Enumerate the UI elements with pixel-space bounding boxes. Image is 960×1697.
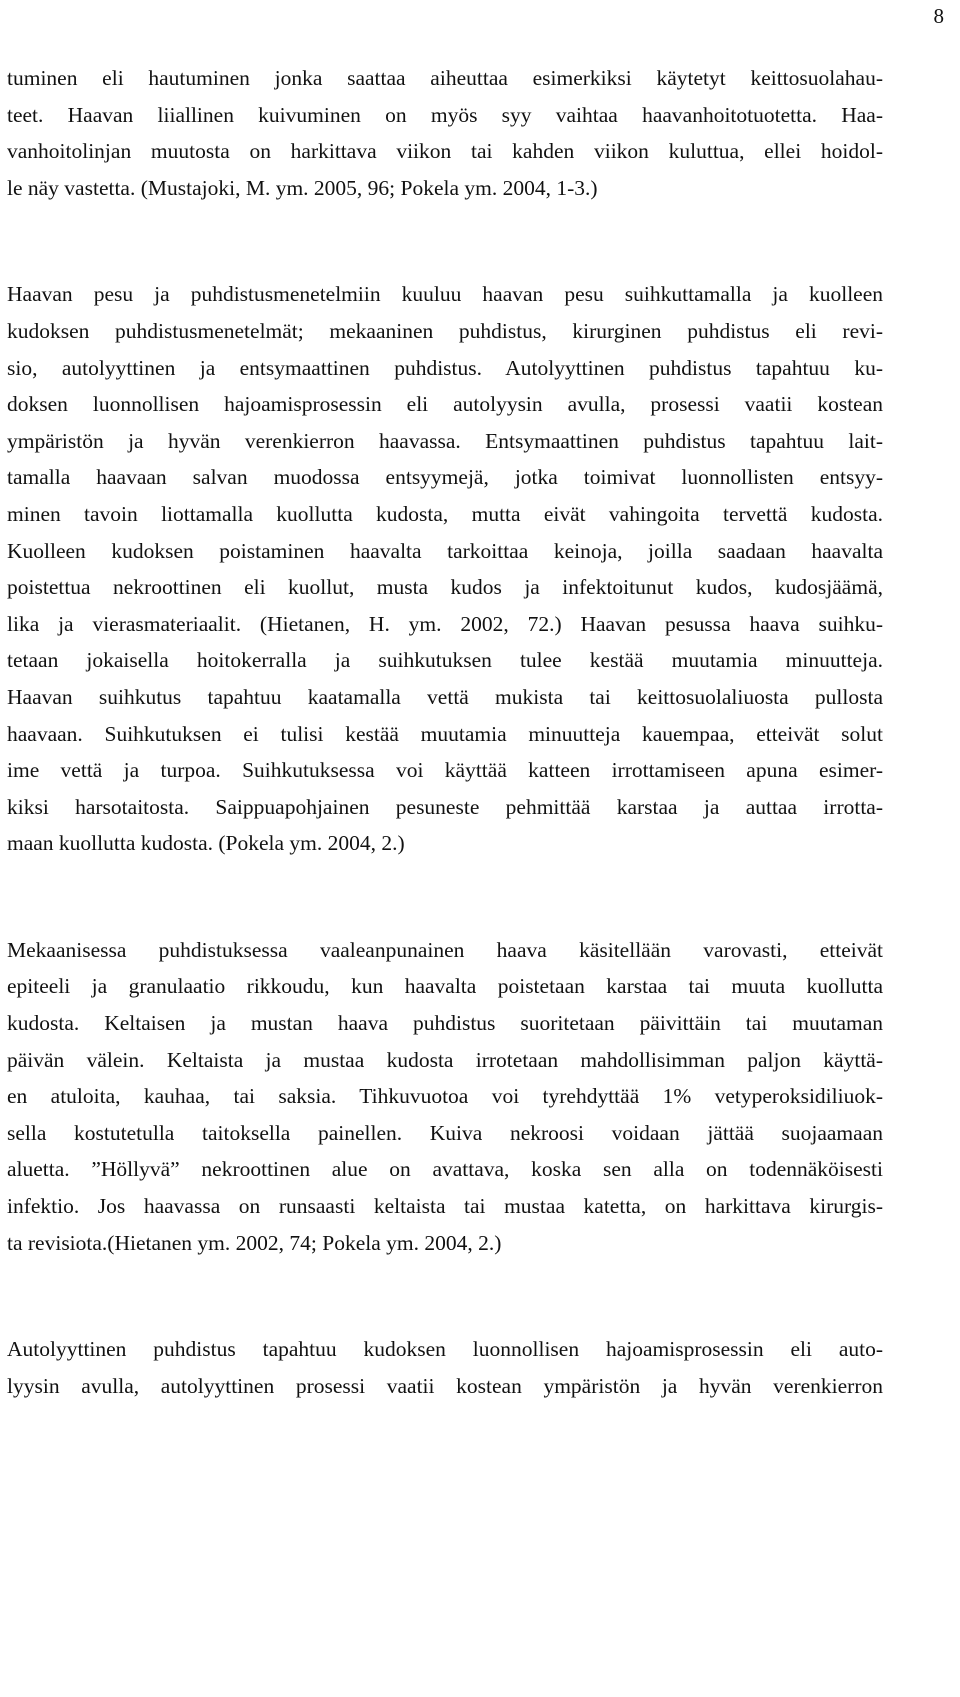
text-line: vanhoitolinjan muutosta on harkittava viikon tai kahden viikon kuluttua, ellei hoidol- [7,139,883,164]
text-line: doksen luonnollisen hajoamisprosessin eli autolyysin avulla, prosessi vaatii kostean [7,392,883,417]
text-line: lyysin avulla, autolyyttinen prosessi vaatii kostean ympäristön ja hyvän verenkierron [7,1373,883,1398]
text-line: kiksi harsotaitosta. Saippuapohjainen pesuneste pehmittää karstaa ja auttaa irrotta- [7,794,883,819]
paragraph [7,60,883,206]
text-line: päivän välein. Keltaista ja mustaa kudosta irrotetaan mahdollisimman paljon käyttä- [7,1047,883,1072]
text-line: haavaan. Suihkutuksen ei tulisi kestää muutamia minuutteja kauempaa, etteivät solut [7,721,883,746]
text-line: minen tavoin liottamalla kuollutta kudosta, mutta eivät vahingoita tervettä kudosta. [7,501,883,526]
paragraph [7,1331,883,1404]
text-line: kudosta. Keltaisen ja mustan haava puhdistus suoritetaan päivittäin tai muutaman [7,1011,883,1036]
paragraph-gap [7,1261,883,1331]
document-body [7,60,883,1404]
text-line: ime vettä ja turpoa. Suihkutuksessa voi käyttää katteen irrottamiseen apuna esimer- [7,758,883,783]
text-line: kudoksen puhdistusmenetelmät; mekaaninen puhdistus, kirurginen puhdistus eli revi- [7,318,883,343]
text-line: tetaan jokaisella hoitokerralla ja suihkutuksen tulee kestää muutamia minuutteja. [7,648,883,673]
text-line: ta revisiota.(Hietanen ym. 2002, 74; Pokela ym. 2004, 2.) [7,1230,502,1255]
text-line: Haavan pesu ja puhdistusmenetelmiin kuuluu haavan pesu suihkuttamalla ja kuolleen [7,282,883,307]
text-line: epiteeli ja granulaatio rikkoudu, kun haavalta poistetaan karstaa tai muuta kuollutta [7,974,883,999]
text-line: sio, autolyyttinen ja entsymaattinen puhdistus. Autolyyttinen puhdistus tapahtuu ku- [7,355,883,380]
text-line: aluetta. ”Höllyvä” nekroottinen alue on avattava, koska sen alla on todennäköisesti [7,1157,883,1182]
text-line: infektio. Jos haavassa on runsaasti keltaista tai mustaa katetta, on harkittava kirurgis- [7,1194,883,1219]
text-line: Mekaanisessa puhdistuksessa vaaleanpunainen haava käsitellään varovasti, etteivät [7,937,883,962]
text-line: tuminen eli hautuminen jonka saattaa aiheuttaa esimerkiksi käytetyt keittosuolahau- [7,66,883,90]
text-line: Kuolleen kudoksen poistaminen haavalta tarkoittaa keinoja, joilla saadaan haavalta [7,538,883,563]
paragraph-gap [7,206,883,276]
text-line: ympäristön ja hyvän verenkierron haavassa. Entsymaattinen puhdistus tapahtuu lait- [7,428,883,453]
text-line: le näy vastetta. (Mustajoki, M. ym. 2005, 96; Pokela ym. 2004, 1-3.) [7,175,598,200]
text-line: maan kuollutta kudosta. (Pokela ym. 2004, 2.) [7,831,405,856]
text-line: en atuloita, kauhaa, tai saksia. Tihkuvuotoa voi tyrehdyttää 1% vetyperoksidiliuok- [7,1084,883,1109]
paragraph [7,276,883,862]
text-line: teet. Haavan liiallinen kuivuminen on myös syy vaihtaa haavanhoitotuotetta. Haa- [7,102,883,127]
text-line: tamalla haavaan salvan muodossa entsyymejä, jotka toimivat luonnollisten entsyy- [7,465,883,490]
text-line: sella kostutetulla taitoksella painellen. Kuiva nekroosi voidaan jättää suojaamaan [7,1120,883,1145]
text-line: Haavan suihkutus tapahtuu kaatamalla vettä mukista tai keittosuolaliuosta pullosta [7,684,883,709]
page-number: 8 [933,4,944,28]
text-line: lika ja vierasmateriaalit. (Hietanen, H. ym. 2002, 72.) Haavan pesussa haava suihku- [7,611,883,636]
paragraph-gap [7,862,883,932]
text-line: poistettua nekroottinen eli kuollut, musta kudos ja infektoitunut kudos, kudosjäämä, [7,575,883,600]
paragraph [7,932,883,1261]
text-line: Autolyyttinen puhdistus tapahtuu kudoksen luonnollisen hajoamisprosessin eli auto- [7,1337,883,1362]
